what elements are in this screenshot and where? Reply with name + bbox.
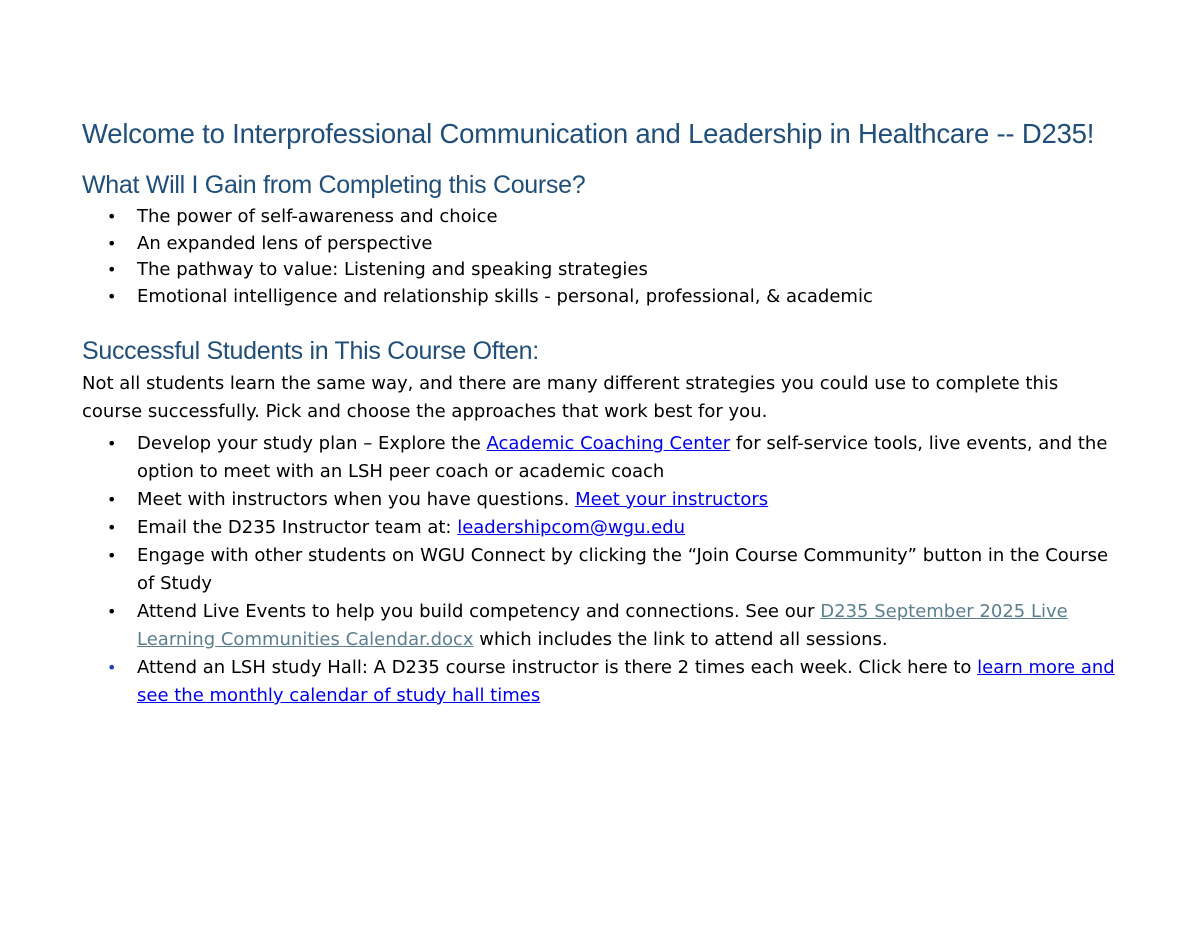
list-item: • The power of self-awareness and choice	[82, 204, 1122, 231]
tip-meet-instructors: • Meet with instructors when you have questions. Meet your instructors	[82, 486, 1122, 514]
bullet-icon: •	[107, 434, 117, 453]
gain-heading: What Will I Gain from Completing this Course?	[82, 171, 586, 199]
bullet-icon: •	[107, 260, 117, 279]
document-page	[82, 112, 1122, 710]
bullet-icon: •	[107, 286, 117, 306]
bullet-icon: •	[107, 233, 117, 253]
bullet-icon: •	[107, 658, 117, 677]
tip-study-hall: • Attend an LSH study Hall: A D235 course instructor is there 2 times each week. Click here to learn more and see the monthly calendar of study hall times	[82, 654, 1122, 710]
tip-email-team: • Email the D235 Instructor team at: leadershipcom@wgu.edu	[82, 514, 1122, 542]
list-item: • Emotional intelligence and relationship skills - personal, professional, & academic	[82, 284, 1122, 311]
meet-instructors-link[interactable]: Meet your instructors	[575, 489, 769, 510]
study-hall-link[interactable]: learn more and see the monthly calendar of study hall times	[137, 657, 1115, 706]
success-intro: Not all students learn the same way, and there are many different strategies you could use to complete this course successfully. Pick and choose the approaches that work best for you.	[82, 373, 1059, 422]
bullet-icon: •	[107, 490, 117, 509]
email-link[interactable]: leadershipcom@wgu.edu	[457, 517, 686, 538]
bullet-icon: •	[107, 518, 117, 537]
list-item: • An expanded lens of perspective	[82, 231, 1122, 258]
bullet-icon: •	[107, 207, 117, 226]
academic-coaching-link[interactable]: Academic Coaching Center	[486, 433, 731, 454]
gain-list	[82, 204, 1122, 310]
tip-live-events: • Attend Live Events to help you build competency and connections. See our D235 September 2025 Live Learning Communities Calendar.docx which includes the link to attend all sessions.	[82, 598, 1122, 654]
calendar-doc-link[interactable]: D235 September 2025 Live Learning Communities Calendar.docx	[137, 601, 1068, 650]
tips-list	[82, 430, 1122, 710]
tip-wgu-connect: • Engage with other students on WGU Connect by clicking the “Join Course Community” button in the Course of Study	[82, 542, 1122, 598]
tip-academic-coaching: • Develop your study plan – Explore the Academic Coaching Center for self-service tools, live events, and the option to meet with an LSH peer coach or academic coach	[82, 430, 1122, 486]
list-item: • The pathway to value: Listening and speaking strategies	[82, 257, 1122, 284]
success-heading: Successful Students in This Course Often:	[82, 337, 539, 365]
bullet-icon: •	[107, 546, 117, 565]
page-title: Welcome to Interprofessional Communication and Leadership in Healthcare -- D235!	[82, 118, 1095, 149]
bullet-icon: •	[107, 602, 117, 621]
